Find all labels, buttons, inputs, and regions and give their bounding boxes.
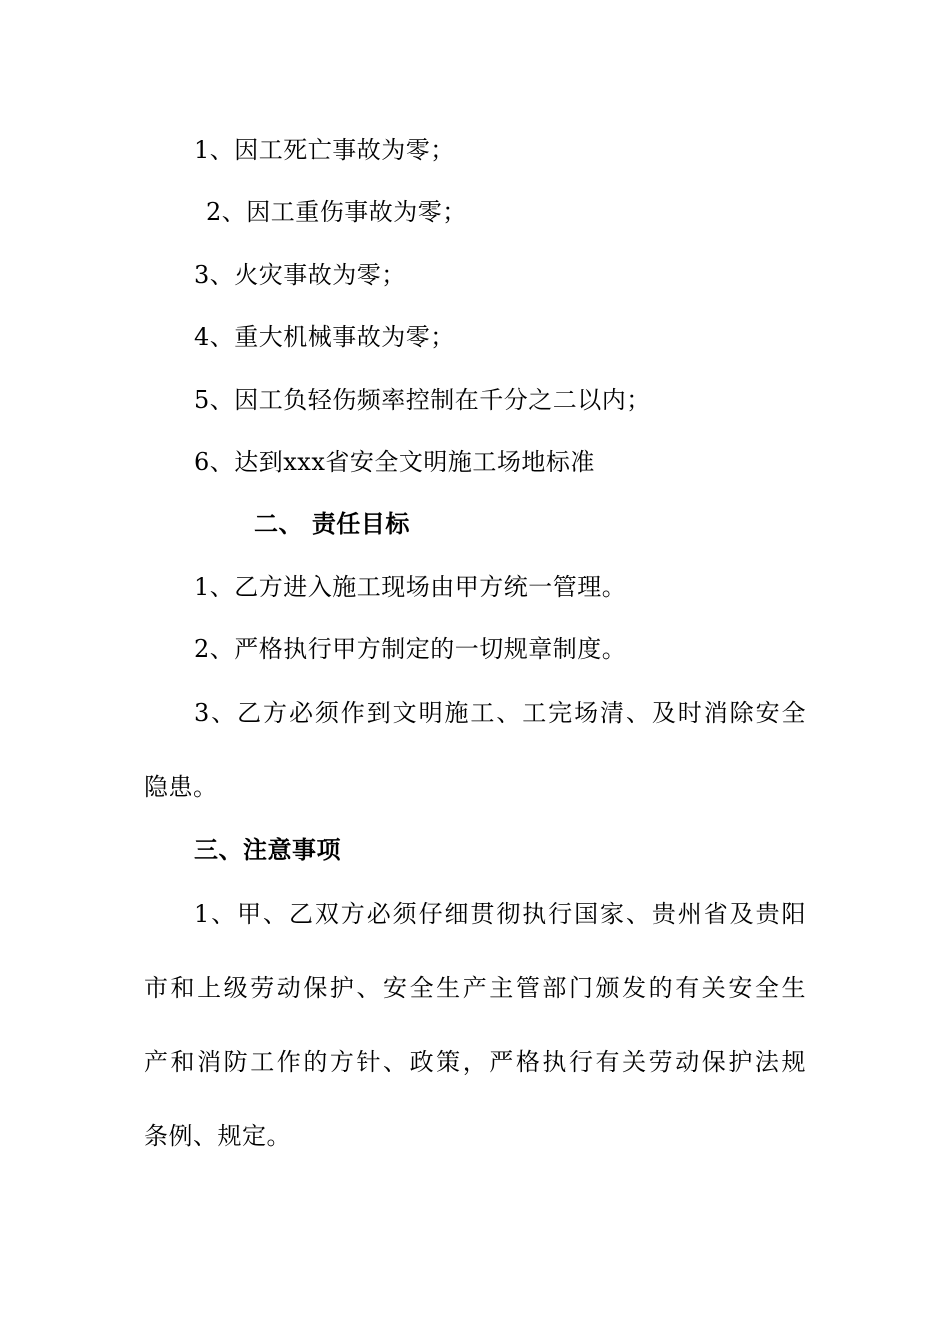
responsibility-item-3-line-2: 隐患。 [144,773,218,801]
section-heading-notes: 三、注意事项 [194,836,341,864]
goal-item-1: 1、因工死亡事故为零； [194,136,455,164]
goal-item-3: 3、火灾事故为零； [194,261,406,289]
responsibility-item-2: 2、严格执行甲方制定的一切规章制度。 [194,635,627,663]
goal-item-2: 2、因工重伤事故为零； [206,198,467,226]
responsibility-item-3-line-1: 3、乙方必须作到文明施工、工完场清、及时消除安全 [194,699,806,727]
goal-item-4: 4、重大机械事故为零； [194,323,455,351]
notes-item-1-line-4: 条例、规定。 [144,1122,291,1150]
goal-item-5: 5、因工负轻伤频率控制在千分之二以内； [194,386,651,414]
notes-item-1-line-1: 1、甲、乙双方必须仔细贯彻执行国家、贵州省及贵阳 [194,900,806,928]
notes-item-1-line-2: 市和上级劳动保护、安全生产主管部门颁发的有关安全生 [144,974,806,1002]
notes-item-1-line-3: 产和消防工作的方针、政策，严格执行有关劳动保护法规 [144,1048,806,1076]
section-heading-responsibility: 二、 责任目标 [254,510,410,538]
responsibility-item-1: 1、乙方进入施工现场由甲方统一管理。 [194,573,627,601]
goal-item-6: 6、达到xxx省安全文明施工场地标准 [194,448,595,476]
